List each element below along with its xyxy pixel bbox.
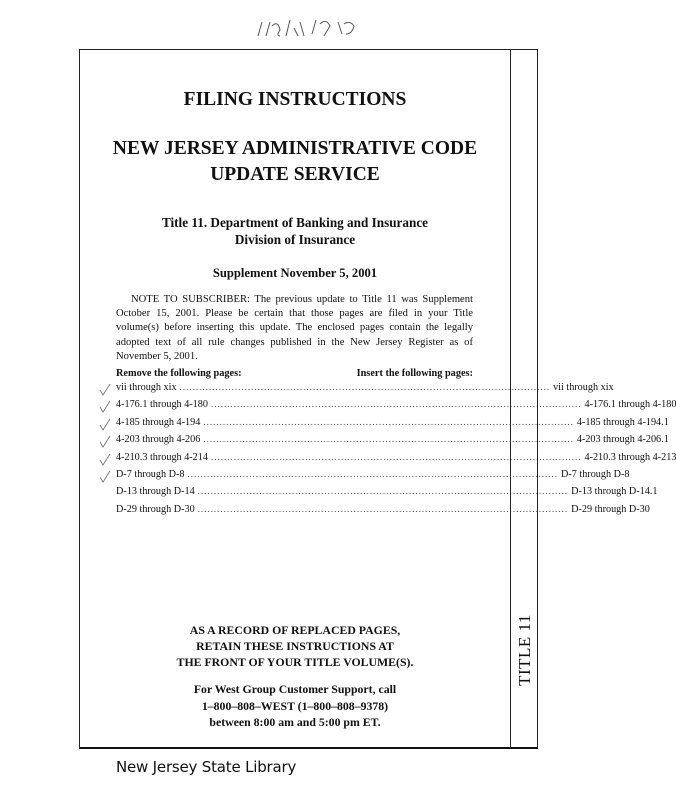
remove-header: Remove the following pages:	[116, 368, 242, 379]
insert-pages: vii through xix	[553, 382, 614, 393]
pages-list	[116, 382, 676, 521]
remove-pages: D-29 through D-30	[116, 503, 195, 515]
remove-pages: 4-210.3 through 4-214	[116, 451, 208, 463]
support-line1: For West Group Customer Support, call	[193, 682, 397, 696]
title11-line2: Division of Insurance	[234, 232, 356, 247]
leader-dots: ..................................................................................................................	[203, 434, 574, 445]
remove-pages: 4-185 through 4-194	[116, 416, 201, 428]
retain-instructions	[100, 622, 490, 671]
check-mark-icon	[98, 418, 112, 432]
retain-line1: AS A RECORD OF REPLACED PAGES,	[189, 623, 401, 637]
support-phone: 1–800–808–WEST (1–800–808–9378)	[201, 698, 389, 713]
leader-dots: ..................................................................................................................	[197, 503, 569, 514]
leader-dots: ..................................................................................................................	[210, 451, 582, 462]
retain-line3: THE FRONT OF YOUR TITLE VOLUME(S).	[176, 655, 414, 670]
insert-pages: D-29 through D-30	[571, 503, 650, 515]
leader-dots: ..................................................................................................................	[187, 468, 558, 479]
list-item	[116, 486, 658, 503]
check-mark-icon	[98, 400, 112, 414]
code-title-line1: NEW JERSEY ADMINISTRATIVE CODE	[112, 138, 478, 159]
page-title: FILING INSTRUCTIONS	[183, 89, 407, 110]
supplement-date: Supplement November 5, 2001	[212, 266, 378, 280]
remove-pages: 4-203 through 4-206	[116, 434, 201, 446]
list-item	[116, 399, 676, 416]
insert-header: Insert the following pages:	[356, 368, 473, 379]
insert-pages: 4-176.1 through 4-180	[584, 399, 676, 411]
leader-dots: ..................................................................................................................	[179, 382, 551, 392]
customer-support	[100, 681, 490, 731]
list-item	[116, 434, 669, 451]
code-title-line2: UPDATE SERVICE	[210, 164, 380, 185]
remove-pages: 4-176.1 through 4-180	[116, 399, 208, 411]
list-item	[116, 468, 630, 486]
check-mark-icon	[98, 453, 112, 467]
insert-pages: D-13 through D-14.1	[571, 486, 658, 498]
leader-dots: ..................................................................................................................	[203, 416, 574, 427]
title-11-heading	[100, 214, 490, 248]
code-title	[100, 136, 490, 188]
list-item	[116, 451, 676, 469]
insert-pages: 4-210.3 through 4-213	[584, 451, 676, 463]
tab-label: TITLE 11	[515, 614, 534, 686]
leader-dots: ..................................................................................................................	[197, 486, 569, 497]
insert-pages: D-7 through D-8	[560, 468, 630, 480]
list-item	[116, 416, 669, 434]
insert-pages: 4-203 through 4-206.1	[576, 434, 669, 446]
remove-pages: D-13 through D-14	[116, 486, 195, 498]
handwritten-note	[250, 14, 370, 44]
leader-dots: ..................................................................................................................	[210, 399, 582, 410]
remove-pages: vii through xix	[116, 382, 177, 393]
check-mark-icon	[98, 435, 112, 449]
insert-pages: 4-185 through 4-194.1	[576, 416, 669, 428]
list-item	[116, 382, 614, 399]
remove-pages: D-7 through D-8	[116, 468, 185, 480]
retain-line2: RETAIN THESE INSTRUCTIONS AT	[196, 639, 394, 654]
support-hours: between 8:00 am and 5:00 pm ET.	[209, 715, 381, 729]
title11-line1: Title 11. Department of Banking and Insurance	[161, 215, 429, 230]
check-mark-icon	[98, 470, 112, 484]
list-item	[116, 503, 650, 521]
check-mark-icon	[98, 383, 112, 397]
subscriber-note: NOTE TO SUBSCRIBER: The previous update to Title 11 was Supplement October 15, 2001. Please be certain that those pages are filed in your Title volume(s) before inserting this update. The enclosed pages contain the legally adopted text of all rule changes published in the New Jersey Register as of November 5, 2001.	[116, 294, 473, 362]
library-stamp: New Jersey State Library	[116, 758, 297, 776]
